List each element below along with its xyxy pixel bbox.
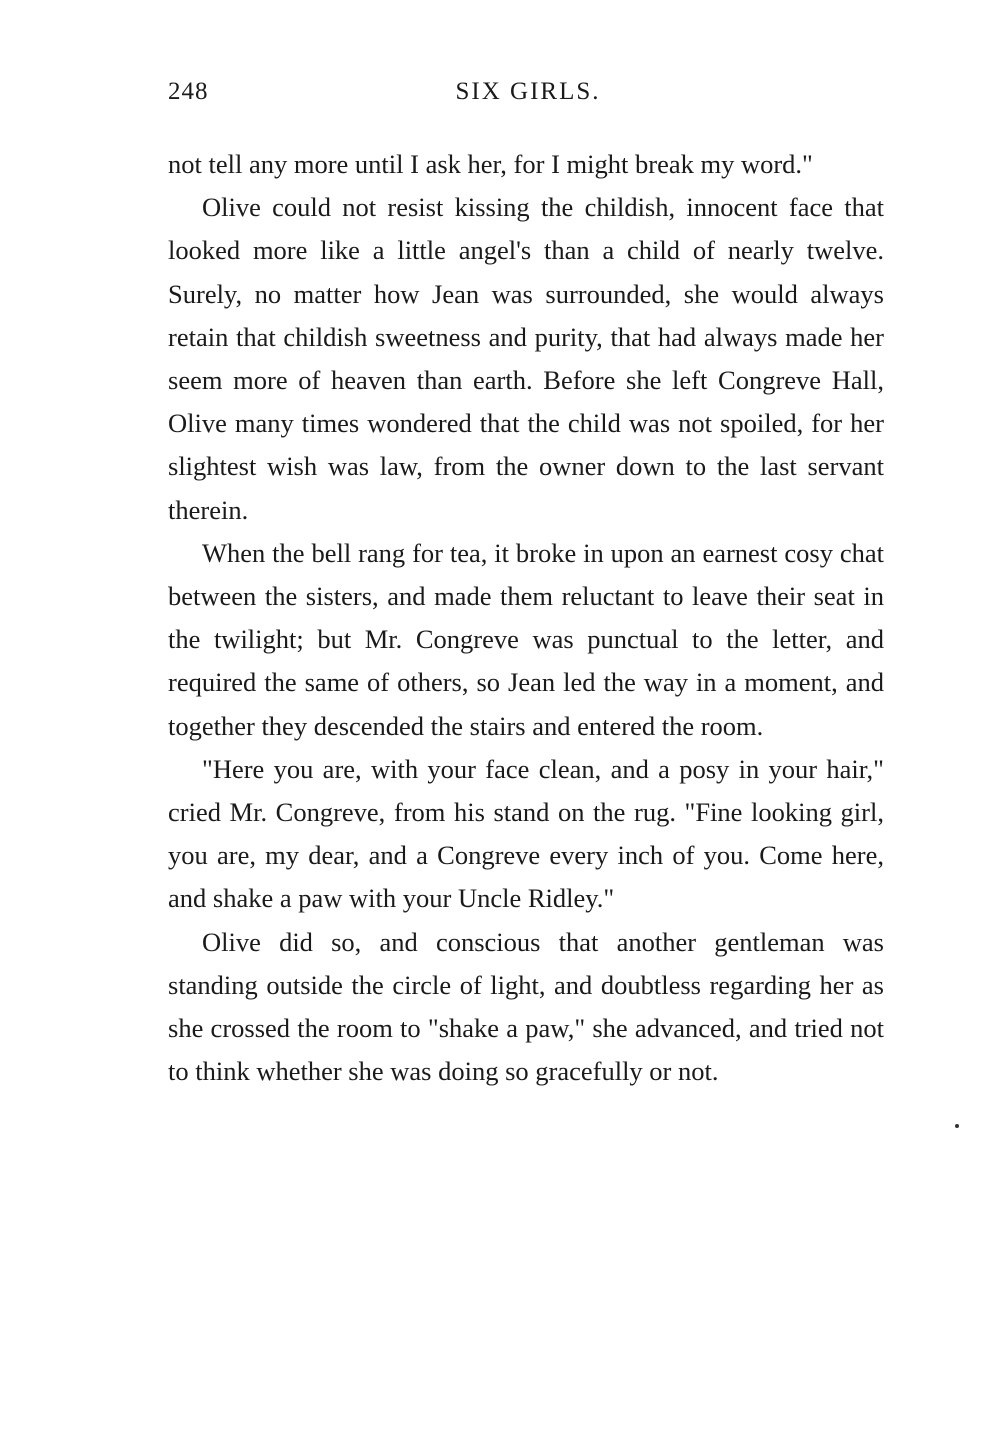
scan-speck — [955, 1124, 959, 1128]
paragraph: not tell any more until I ask her, for I might break my word." — [168, 149, 813, 179]
paragraph: "Here you are, with your face clean, and a posy in your hair," cried Mr. Congreve, from his stand on the rug. "Fine looking girl, you are, my dear, and a Congreve every inch of you. Come here, and shake a paw with your Uncle Ridley." — [168, 753, 884, 914]
body-text — [168, 143, 884, 1093]
paragraph: Olive could not resist kissing the childish, innocent face that looked more like a little angel's than a child of nearly twelve. Surely, no matter how Jean was surrounded, she would always retain that childish sweetness and purity, that had always made her seem more of heaven than earth. Before she left Congreve Hall, Olive many times wondered that the child was not spoiled, for her slightest wish was law, from the owner down to the last servant therein. — [168, 192, 884, 525]
page-number: 248 — [168, 78, 209, 105]
paragraph: When the bell rang for tea, it broke in upon an earnest cosy chat between the sisters, and made them reluctant to leave their seat in the twilight; but Mr. Congreve was punctual to the letter, and required the same of others, so Jean led the way in a moment, and together they descended the stairs and entered the room. — [168, 537, 884, 741]
page-header — [168, 78, 888, 118]
paragraph: Olive did so, and conscious that another gentleman was standing outside the circle of light, and doubtless regarding her as she crossed the room to "shake a paw," she advanced, and tried not to think whether she was doing so gracefully or not. — [168, 926, 884, 1087]
running-title: SIX GIRLS. — [455, 78, 601, 105]
